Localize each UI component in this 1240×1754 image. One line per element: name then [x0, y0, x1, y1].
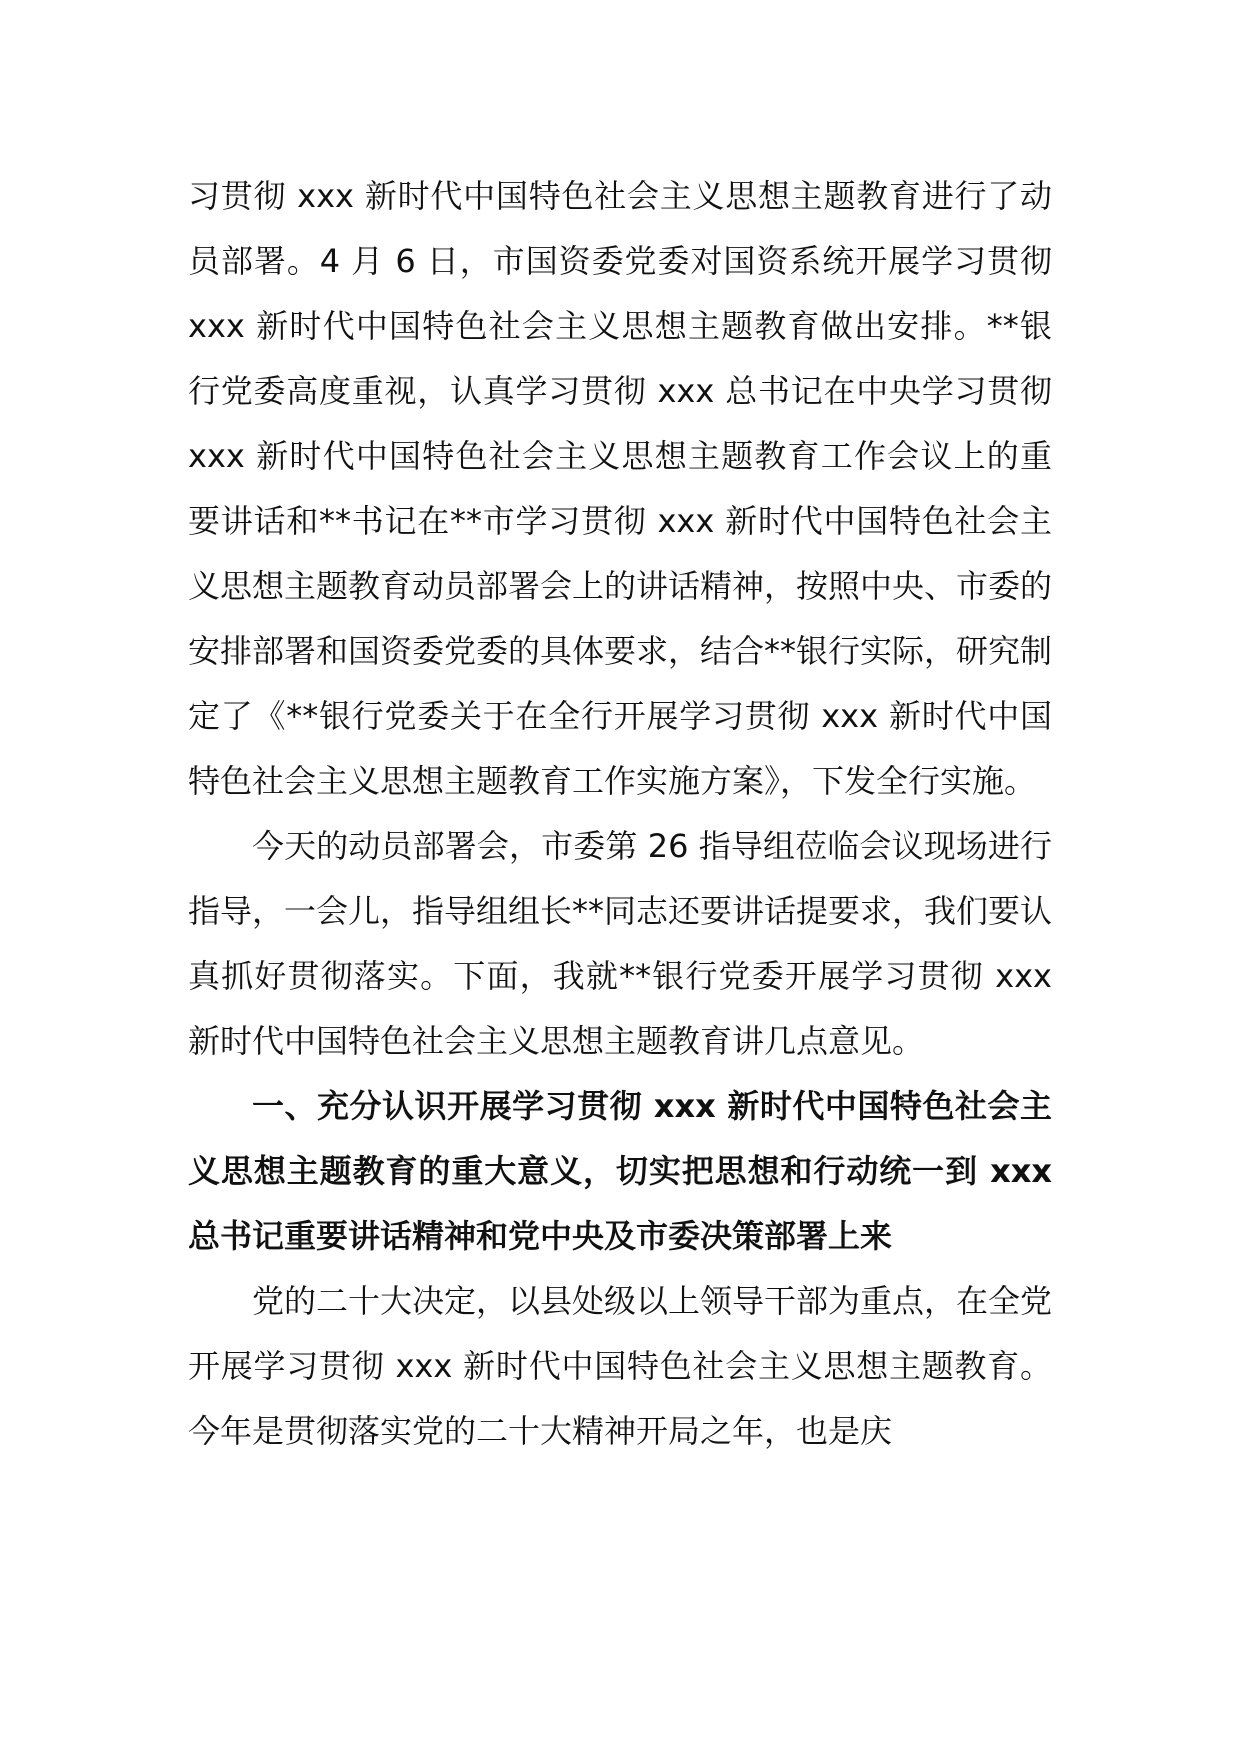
section-heading-1: 一、充分认识开展学习贯彻 xxx 新时代中国特色社会主义思想主题教育的重大意义，切实把思想和行动统一到 xxx 总书记重要讲话精神和党中央及市委决策部署上来 — [188, 1087, 1052, 1255]
document-body — [188, 164, 1052, 1464]
body-paragraph-mobilization-meeting: 今天的动员部署会，市委第 26 指导组莅临会议现场进行指导，一会儿，指导组组长**同志还要讲话提要求，我们要认真抓好贯彻落实。下面，我就**银行党委开展学习贯彻 xxx 新时代中国特色社会主义思想主题教育讲几点意见。 — [188, 827, 1053, 1060]
body-paragraph-twentieth-congress: 党的二十大决定，以县处级以上领导干部为重点，在全党开展学习贯彻 xxx 新时代中国特色社会主义思想主题教育。今年是贯彻落实党的二十大精神开局之年，也是庆 — [188, 1282, 1053, 1450]
body-paragraph-continuation: 习贯彻 xxx 新时代中国特色社会主义思想主题教育进行了动员部署。4 月 6 日，市国资委党委对国资系统开展学习贯彻 xxx 新时代中国特色社会主义思想主题教育做出安排。**银行党委高度重视，认真学习贯彻 xxx 总书记在中央学习贯彻 xxx 新时代中国特色社会主义思想主题教育工作会议上的重要讲话和**书记在**市学习贯彻 xxx 新时代中国特色社会主义思想主题教育动员部署会上的讲话精神，按照中央、市委的安排部署和国资委党委的具体要求，结合**银行实际，研究制定了《**银行党委关于在全行开展学习贯彻 xxx 新时代中国特色社会主义思想主题教育工作实施方案》，下发全行实施。 — [188, 177, 1053, 800]
